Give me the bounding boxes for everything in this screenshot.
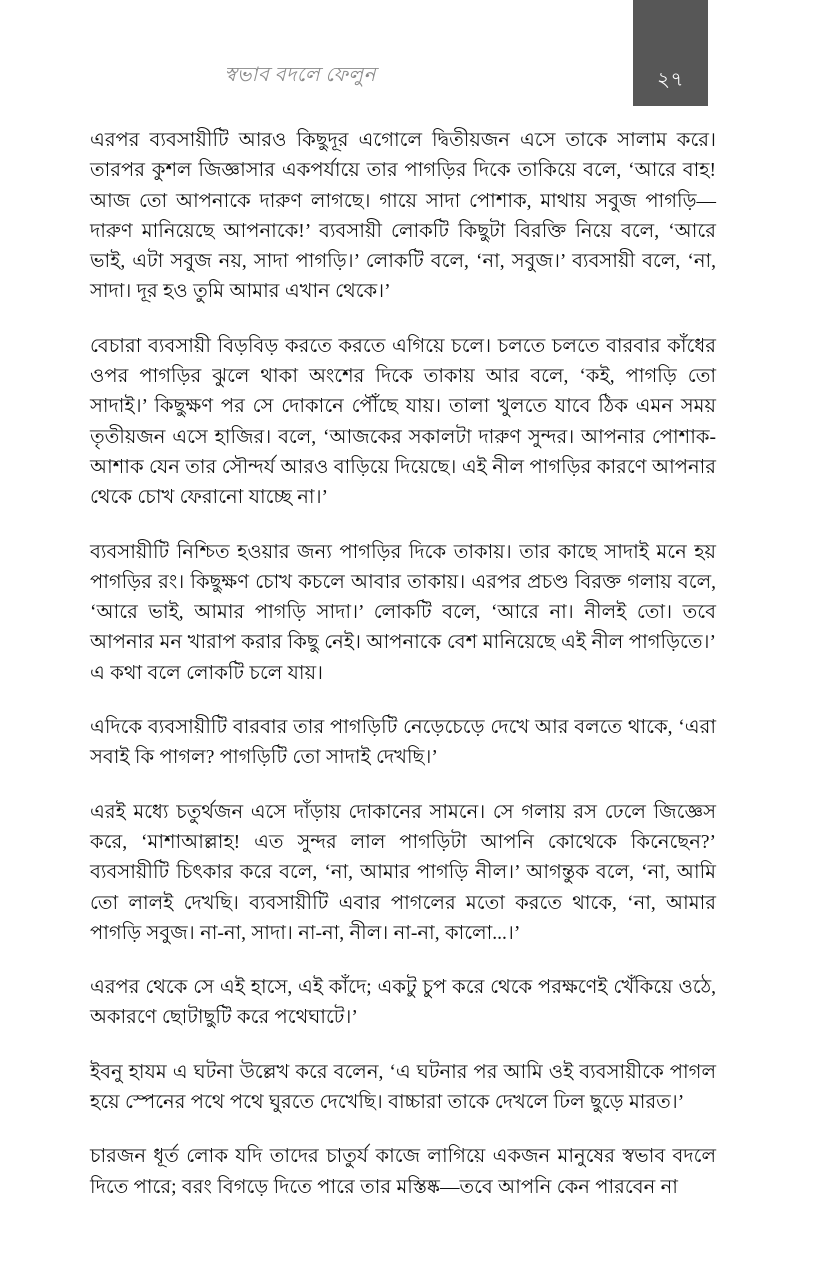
page-number-box: [633, 0, 708, 106]
body-paragraph: চারজন ধূর্ত লোক যদি তাদের চাতুর্য কাজে লাগিয়ে একজন মানুষের স্বভাব বদলে দিতে পারে; বরং বিগড়ে দিতে পারে তার মস্তিষ্ক—তবে আপনি কেন পারবেন না: [90, 1146, 716, 1198]
body-paragraph: ইবনু হাযম এ ঘটনা উল্লেখ করে বলেন, ‘এ ঘটনার পর আমি ওই ব্যবসায়ীকে পাগল হয়ে স্পেনের পথে পথে ঘুরতে দেখেছি। বাচ্চারা তাকে দেখলে ঢিল ছুড়ে মারত।’: [90, 1061, 716, 1114]
body-paragraph: বেচারা ব্যবসায়ী বিড়বিড় করতে করতে এগিয়ে চলে। চলতে চলতে বারবার কাঁধের ওপর পাগড়ির ঝুলে থাকা অংশের দিকে তাকায় আর বলে, ‘কই, পাগড়ি তো সাদাই।’ কিছুক্ষণ পর সে দোকানে পৌঁছে যায়। তালা খুলতে যাবে ঠিক এমন সময় তৃতীয়জন এসে হাজির। বলে, ‘আজকের সকালটা দারুণ সুন্দর। আপনার পোশাক-আশাক যেন তার সৌন্দর্য আরও বাড়িয়ে দিয়েছে। এই নীল পাগড়ির কারণে আপনার থেকে চোখ ফেরানো যাচ্ছে না।’: [90, 335, 716, 509]
body-paragraph: এরই মধ্যে চতুর্থজন এসে দাঁড়ায় দোকানের সামনে। সে গলায় রস ঢেলে জিজ্ঞেস করে, ‘মাশাআল্লাহ! এত সুন্দর লাল পাগড়িটা আপনি কোথেকে কিনেছেন?’ ব্যবসায়ীটি চিৎকার করে বলে, ‘না, আমার পাগড়ি নীল।’ আগন্তুক বলে, ‘না, আমি তো লালই দেখছি। ব্যবসায়ীটি এবার পাগলের মতো করতে থাকে, ‘না, আমার পাগড়ি সবুজ। না-না, সাদা। না-না, নীল। না-না, কালো...।’: [90, 801, 716, 944]
body-paragraph: এদিকে ব্যবসায়ীটি বারবার তার পাগড়িটি নেড়েচেড়ে দেখে আর বলতে থাকে, ‘এরা সবাই কি পাগল? পাগড়িটি তো সাদাই দেখছি।’: [90, 717, 716, 769]
body-text-column: [90, 126, 716, 1203]
page-header: [0, 0, 822, 106]
page-number: ২৭: [656, 69, 684, 91]
body-paragraph: এরপর থেকে সে এই হাসে, এই কাঁদে; একটু চুপ করে থেকে পরক্ষণেই খেঁকিয়ে ওঠে, অকারণে ছোটাছুটি করে পথেঘাটে।’: [90, 977, 716, 1029]
body-paragraph: এরপর ব্যবসায়ীটি আরও কিছুদূর এগোলে দ্বিতীয়জন এসে তাকে সালাম করে। তারপর কুশল জিজ্ঞাসার একপর্যায়ে তার পাগড়ির দিকে তাকিয়ে বলে, ‘আরে বাহ! আজ তো আপনাকে দারুণ লাগছে। গায়ে সাদা পোশাক, মাথায় সবুজ পাগড়ি—দারুণ মানিয়েছে আপনাকে!’ ব্যবসায়ী লোকটি কিছুটা বিরক্তি নিয়ে বলে, ‘আরে ভাই, এটা সবুজ নয়, সাদা পাগড়ি।’ লোকটি বলে, ‘না, সবুজ।’ ব্যবসায়ী বলে, ‘না, সাদা। দূর হও তুমি আমার এখান থেকে।’: [90, 130, 716, 303]
running-header-title: স্বভাব বদলে ফেলুন: [224, 64, 376, 86]
body-paragraph: ব্যবসায়ীটি নিশ্চিত হওয়ার জন্য পাগড়ির দিকে তাকায়। তার কাছে সাদাই মনে হয় পাগড়ির রং। কিছুক্ষণ চোখ কচলে আবার তাকায়। এরপর প্রচণ্ড বিরক্ত গলায় বলে, ‘আরে ভাই, আমার পাগড়ি সাদা।’ লোকটি বলে, ‘আরে না। নীলই তো। তবে আপনার মন খারাপ করার কিছু নেই। আপনাকে বেশ মানিয়েছে এই নীল পাগড়িতে।’ এ কথা বলে লোকটি চলে যায়।: [90, 541, 716, 684]
